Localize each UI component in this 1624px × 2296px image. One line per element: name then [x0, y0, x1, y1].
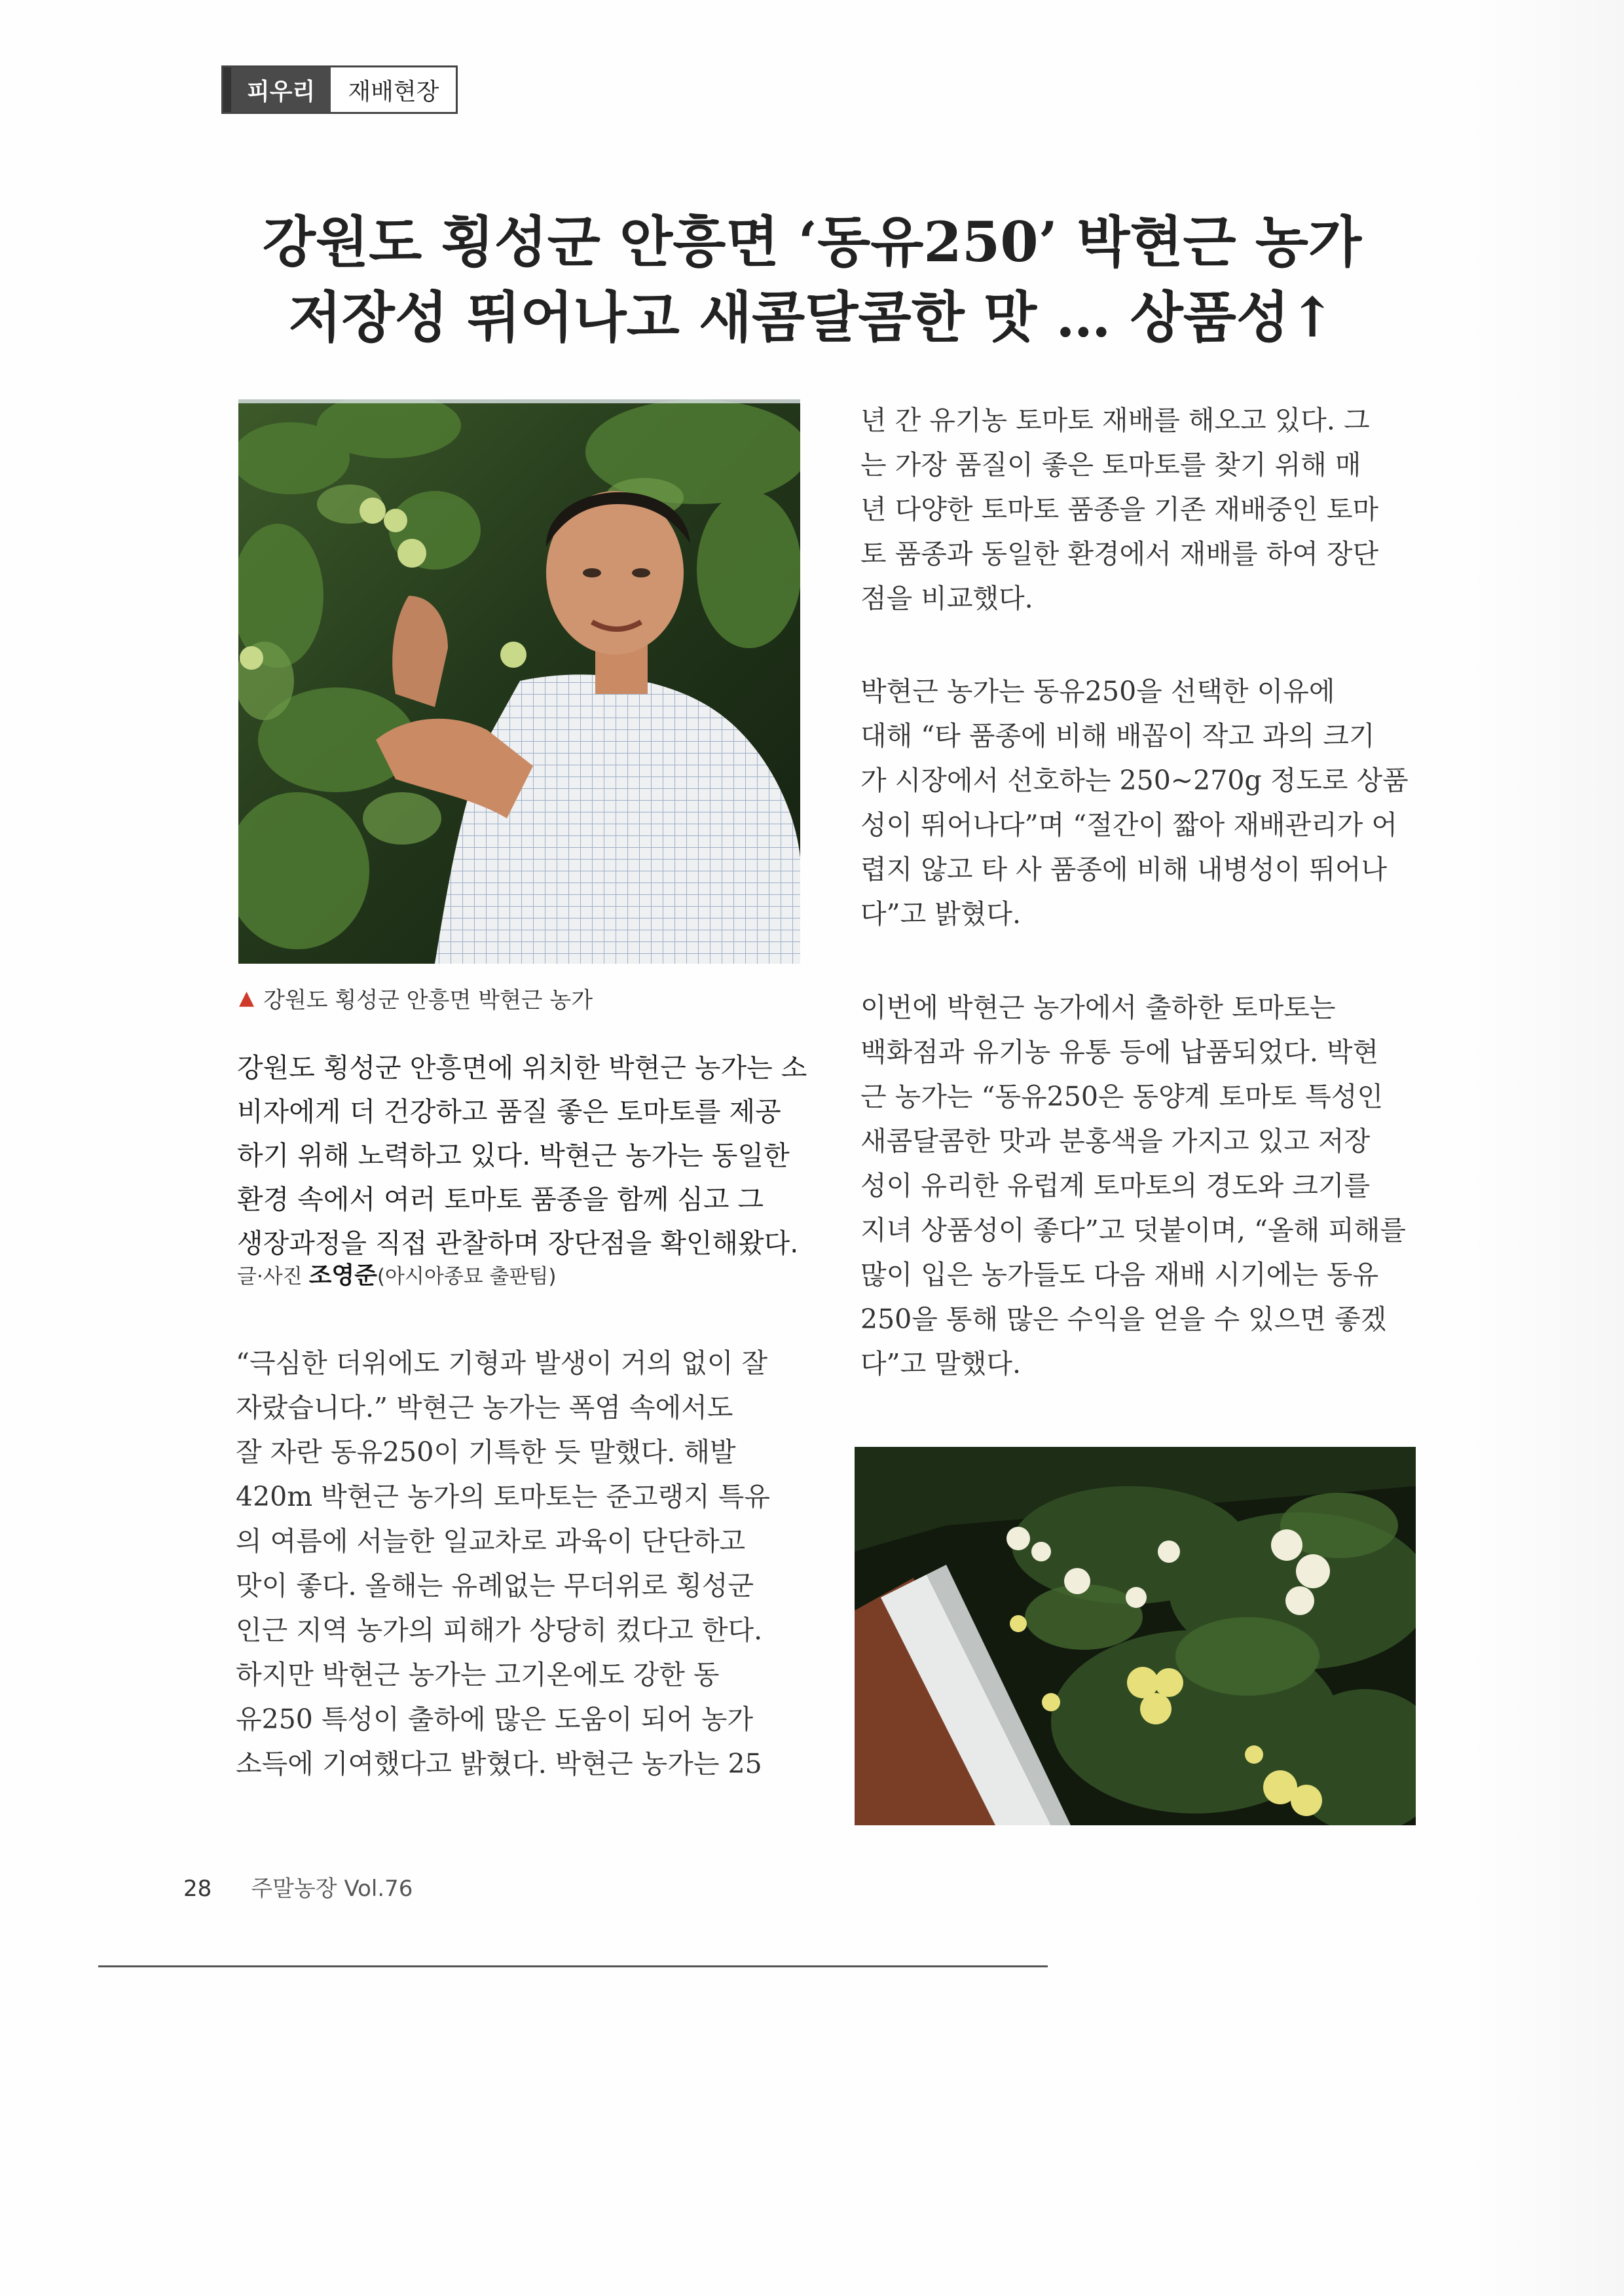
body-line: 성이 유리한 유럽계 토마토의 경도와 크기를 [860, 1170, 1371, 1201]
headline-line-1: 강원도 횡성군 안흥면 ‘동유250’ 박현근 농가 [262, 210, 1362, 274]
body-line: 지녀 상품성이 좋다”고 덧붙이며, “올해 피해를 [860, 1214, 1407, 1246]
body-right-paragraph-2 [860, 669, 1424, 936]
body-right-paragraph-1 [860, 398, 1424, 621]
body-line: 성이 뛰어나다”며 “절간이 짧아 재배관리가 어 [860, 809, 1397, 841]
farmer-photo [238, 399, 800, 964]
page-number: 28 [183, 1876, 212, 1902]
photo-caption-text: 강원도 횡성군 안흥면 박현근 농가 [263, 987, 593, 1013]
photo-caption [239, 982, 593, 1014]
headline-line-2: 저장성 뛰어나고 새콤달콤한 맛 … 상품성↑ [288, 285, 1336, 350]
page-footer [183, 1870, 413, 1903]
body-line: 많이 입은 농가들도 다음 재배 시기에는 동유 [860, 1259, 1379, 1290]
body-line: 인근 지역 농가의 피해가 상당히 컸다고 한다. [236, 1614, 763, 1646]
body-line: 가 시장에서 선호하는 250~270g 정도로 상품 [860, 765, 1409, 796]
section-category: 피우리 [231, 67, 331, 112]
body-line: 년 간 유기농 토마토 재배를 해오고 있다. 그 [860, 405, 1370, 436]
body-line: 백화점과 유기농 유통 등에 납품되었다. 박현 [860, 1036, 1379, 1068]
section-tag-bar [223, 67, 231, 112]
lead-line: 환경 속에서 여러 토마토 품종을 함께 심고 그 [237, 1184, 764, 1215]
lead-line: 생장과정을 직접 관찰하며 장단점을 확인해왔다. [237, 1228, 799, 1259]
magazine-volume: Vol.76 [344, 1876, 413, 1902]
body-line: 유250 특성이 출하에 많은 도움이 되어 농가 [236, 1704, 754, 1735]
scan-edge-shadow [1467, 0, 1624, 2296]
body-line: 토 품종과 동일한 환경에서 재배를 하여 장단 [860, 538, 1379, 570]
lead-line: 하기 위해 노력하고 있다. 박현근 농가는 동일한 [237, 1140, 790, 1171]
section-tag [221, 65, 458, 114]
body-line: 점을 비교했다. [860, 583, 1033, 614]
body-line: 는 가장 품질이 좋은 토마토를 찾기 위해 매 [860, 449, 1361, 481]
body-line: 렵지 않고 타 사 품종에 비해 내병성이 뛰어나 [860, 854, 1388, 885]
body-line: 대해 “타 품종에 비해 배꼽이 작고 과의 크기 [860, 720, 1375, 752]
magazine-title: 주말농장 [251, 1876, 337, 1902]
body-line: 잘 자란 동유250이 기특한 듯 말했다. 해발 [236, 1436, 736, 1468]
lead-paragraph [237, 1046, 807, 1266]
section-topic: 재배현장 [331, 67, 456, 112]
body-line: 의 여름에 서늘한 일교차로 과육이 단단하고 [236, 1525, 746, 1557]
body-left-column [236, 1341, 805, 1786]
body-line: 년 다양한 토마토 품종을 기존 재배중인 토마 [860, 494, 1379, 525]
body-line: 새콤달콤한 맛과 분홍색을 가지고 있고 저장 [860, 1125, 1371, 1157]
magazine-name [251, 1870, 413, 1903]
body-line: 420m 박현근 농가의 토마토는 준고랭지 특유 [236, 1481, 770, 1512]
lead-line: 강원도 횡성군 안흥면에 위치한 박현근 농가는 소 [237, 1052, 807, 1084]
byline-org: (아시아종묘 출판팀) [377, 1265, 557, 1288]
body-line: 하지만 박현근 농가는 고기온에도 강한 동 [236, 1659, 720, 1690]
bottom-rule [98, 1965, 1048, 1967]
body-line: 소득에 기여했다고 밝혔다. 박현근 농가는 25 [236, 1748, 762, 1779]
tomato-field-photo [855, 1447, 1416, 1825]
byline-prefix: 글·사진 [237, 1265, 303, 1288]
lead-line: 비자에게 더 건강하고 품질 좋은 토마토를 제공 [237, 1096, 781, 1127]
body-right-paragraph-3 [860, 985, 1424, 1386]
body-line: 맛이 좋다. 올해는 유례없는 무더위로 횡성군 [236, 1570, 754, 1601]
body-line: 이번에 박현근 농가에서 출하한 토마토는 [860, 992, 1336, 1023]
body-line: 자랐습니다.” 박현근 농가는 폭염 속에서도 [236, 1392, 733, 1423]
caption-triangle-icon: ▲ [239, 987, 255, 1010]
body-line: 근 농가는 “동유250은 동양계 토마토 특성인 [860, 1081, 1384, 1112]
byline [237, 1257, 557, 1290]
body-line: 250을 통해 많은 수익을 얻을 수 있으면 좋겠 [860, 1303, 1387, 1335]
body-line: 박현근 농가는 동유250을 선택한 이유에 [860, 676, 1335, 707]
body-line: “극심한 더위에도 기형과 발생이 거의 없이 잘 [236, 1347, 768, 1379]
body-line: 다”고 밝혔다. [860, 898, 1022, 930]
byline-name: 조영준 [308, 1262, 377, 1289]
body-line: 다”고 말했다. [860, 1348, 1022, 1379]
